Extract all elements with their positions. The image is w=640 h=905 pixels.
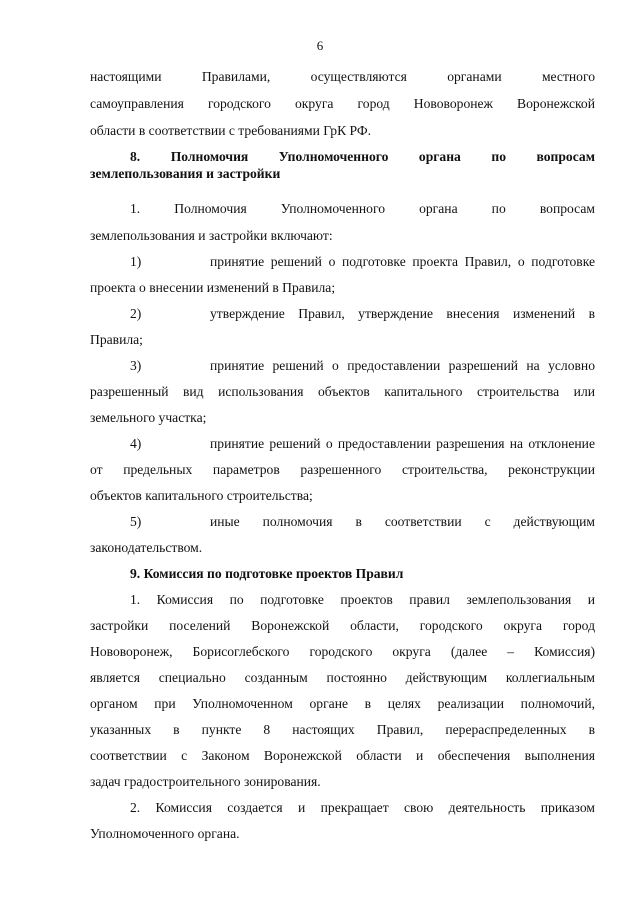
text-line: указанных в пункте 8 настоящих Правил, перераспределенных в [90, 722, 595, 737]
text-line: Уполномоченного органа. [90, 826, 240, 841]
text-line: застройки поселений Воронежской области, городского округа город [90, 618, 595, 633]
text-line: задач градостроительного зонирования. [90, 774, 321, 789]
list-item-text: утверждение Правил, утверждение внесения изменений в [210, 306, 595, 321]
text-line: соответствии с Законом Воронежской области и обеспечения выполнения [90, 748, 595, 763]
text-line: является специально созданным постоянно действующим коллегиальным [90, 670, 595, 685]
text-line: землепользования и застройки включают: [90, 228, 333, 243]
list-item [90, 435, 595, 453]
list-item-text: принятие решений о предоставлении разрешения на отклонение [210, 436, 595, 451]
list-item-number: 5) [130, 514, 142, 529]
list-item-text: принятие решений о предоставлении разрешений на условно [210, 358, 595, 373]
text-line: 2. Комиссия создается и прекращает свою деятельность приказом [130, 800, 595, 815]
list-item [90, 357, 595, 375]
text-line: разрешенный вид использования объектов капитального строительства или [90, 384, 595, 399]
list-item-text: иные полномочия в соответствии с действующим [210, 514, 595, 529]
text-line: законодательством. [90, 540, 203, 555]
text-line: Правила; [90, 332, 143, 347]
list-item-number: 4) [130, 436, 142, 451]
text-line: 1. Полномочия Уполномоченного органа по вопросам [130, 201, 595, 216]
list-item-text: принятие решений о подготовке проекта Правил, о подготовке [210, 254, 595, 269]
text-line: Нововоронеж, Борисоглебского городского округа (далее – Комиссия) [90, 644, 595, 659]
text-line: 1. Комиссия по подготовке проектов правил землепользования и [130, 592, 595, 607]
text-line: от предельных параметров разрешенного строительства, реконструкции [90, 462, 595, 477]
text-line: земельного участка; [90, 410, 207, 425]
text-line: объектов капитального строительства; [90, 488, 313, 503]
list-item-number: 1) [130, 254, 142, 269]
list-item [90, 513, 595, 531]
list-item-number: 2) [130, 306, 142, 321]
section-heading: землепользования и застройки [90, 166, 281, 181]
list-item [90, 305, 595, 323]
list-item-number: 3) [130, 358, 142, 373]
text-line: проекта о внесении изменений в Правила; [90, 280, 336, 295]
text-line: органом при Уполномоченном органе в целях реализации полномочий, [90, 696, 595, 711]
text-line: настоящими Правилами, осуществляются органами местного [90, 69, 595, 84]
text-line: самоуправления городского округа город Нововоронеж Воронежской [90, 96, 595, 111]
page-number: 6 [316, 38, 324, 53]
section-heading: 8. Полномочия Уполномоченного органа по вопросам [130, 149, 595, 164]
text-line: области в соответствии с требованиями ГрК РФ. [90, 123, 372, 138]
section-heading: 9. Комиссия по подготовке проектов Правил [130, 566, 404, 581]
list-item [90, 253, 595, 271]
